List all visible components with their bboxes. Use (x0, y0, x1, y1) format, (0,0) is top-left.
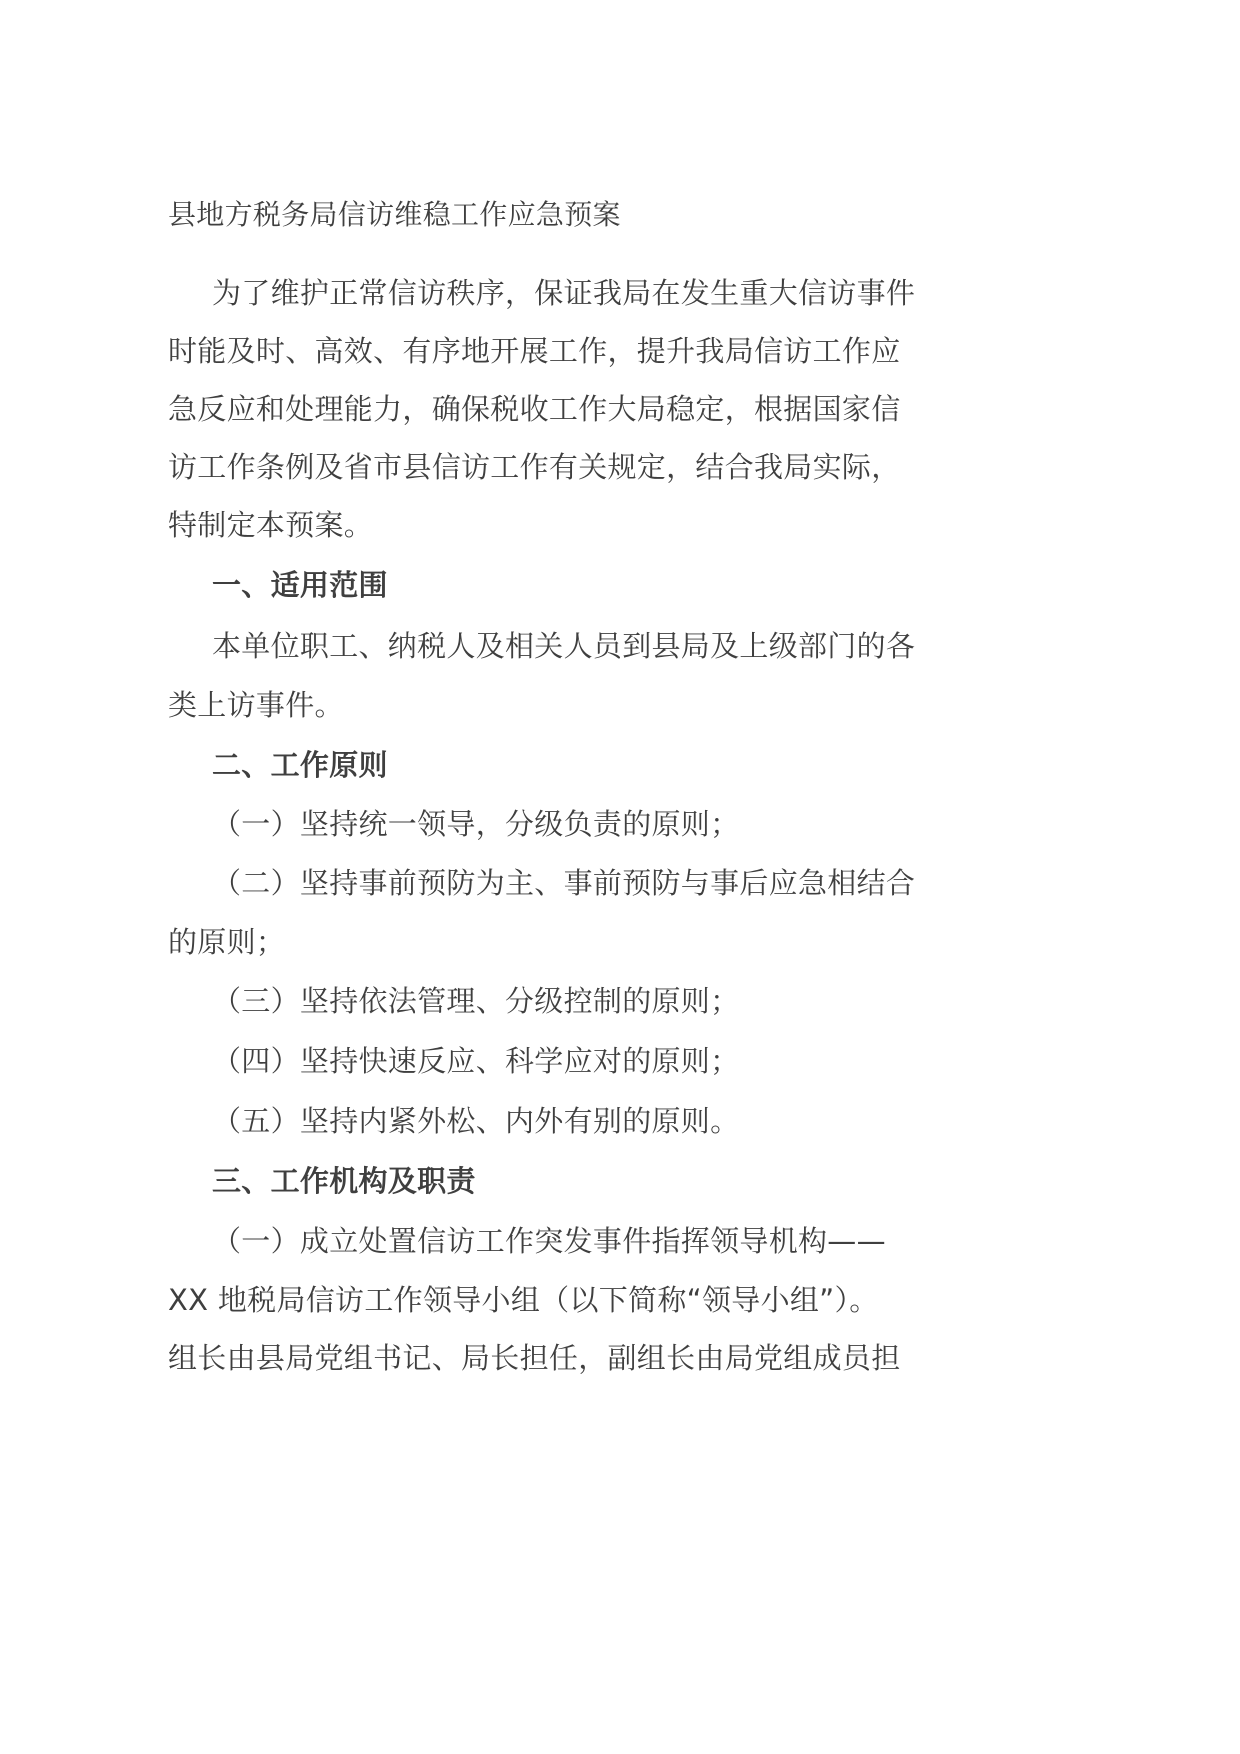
paragraph-line: （一）成立处置信访工作突发事件指挥领导机构—— (212, 1224, 886, 1258)
paragraph-line: （一）坚持统一领导，分级负责的原则； (212, 807, 740, 841)
section-heading: 二、工作原则 (212, 748, 388, 782)
paragraph-line: 组长由县局党组书记、局长担任，副组长由局党组成员担 (168, 1341, 901, 1375)
section-heading: 一、适用范围 (212, 568, 388, 602)
paragraph-line: 访工作条例及省市县信访工作有关规定，结合我局实际， (168, 450, 901, 484)
paragraph-line: 本单位职工、纳税人及相关人员到县局及上级部门的各 (212, 629, 916, 663)
paragraph-line: XX 地税局信访工作领导小组（以下简称“领导小组”）。 (168, 1283, 879, 1317)
paragraph-line: 的原则； (168, 925, 286, 959)
paragraph-line: 急反应和处理能力，确保税收工作大局稳定，根据国家信 (168, 392, 901, 426)
paragraph-line: （二）坚持事前预防为主、事前预防与事后应急相结合 (212, 866, 916, 900)
section-heading: 三、工作机构及职责 (212, 1164, 476, 1198)
paragraph-line: （三）坚持依法管理、分级控制的原则； (212, 984, 740, 1018)
paragraph-line: （四）坚持快速反应、科学应对的原则； (212, 1044, 740, 1078)
paragraph-line: 特制定本预案。 (168, 508, 374, 542)
paragraph-line: （五）坚持内紧外松、内外有别的原则。 (212, 1104, 740, 1138)
paragraph-line: 时能及时、高效、有序地开展工作，提升我局信访工作应 (168, 334, 901, 368)
paragraph-line: 类上访事件。 (168, 688, 344, 722)
document-title: 县地方税务局信访维稳工作应急预案 (168, 198, 621, 231)
paragraph-line: 为了维护正常信访秩序，保证我局在发生重大信访事件 (212, 276, 916, 310)
